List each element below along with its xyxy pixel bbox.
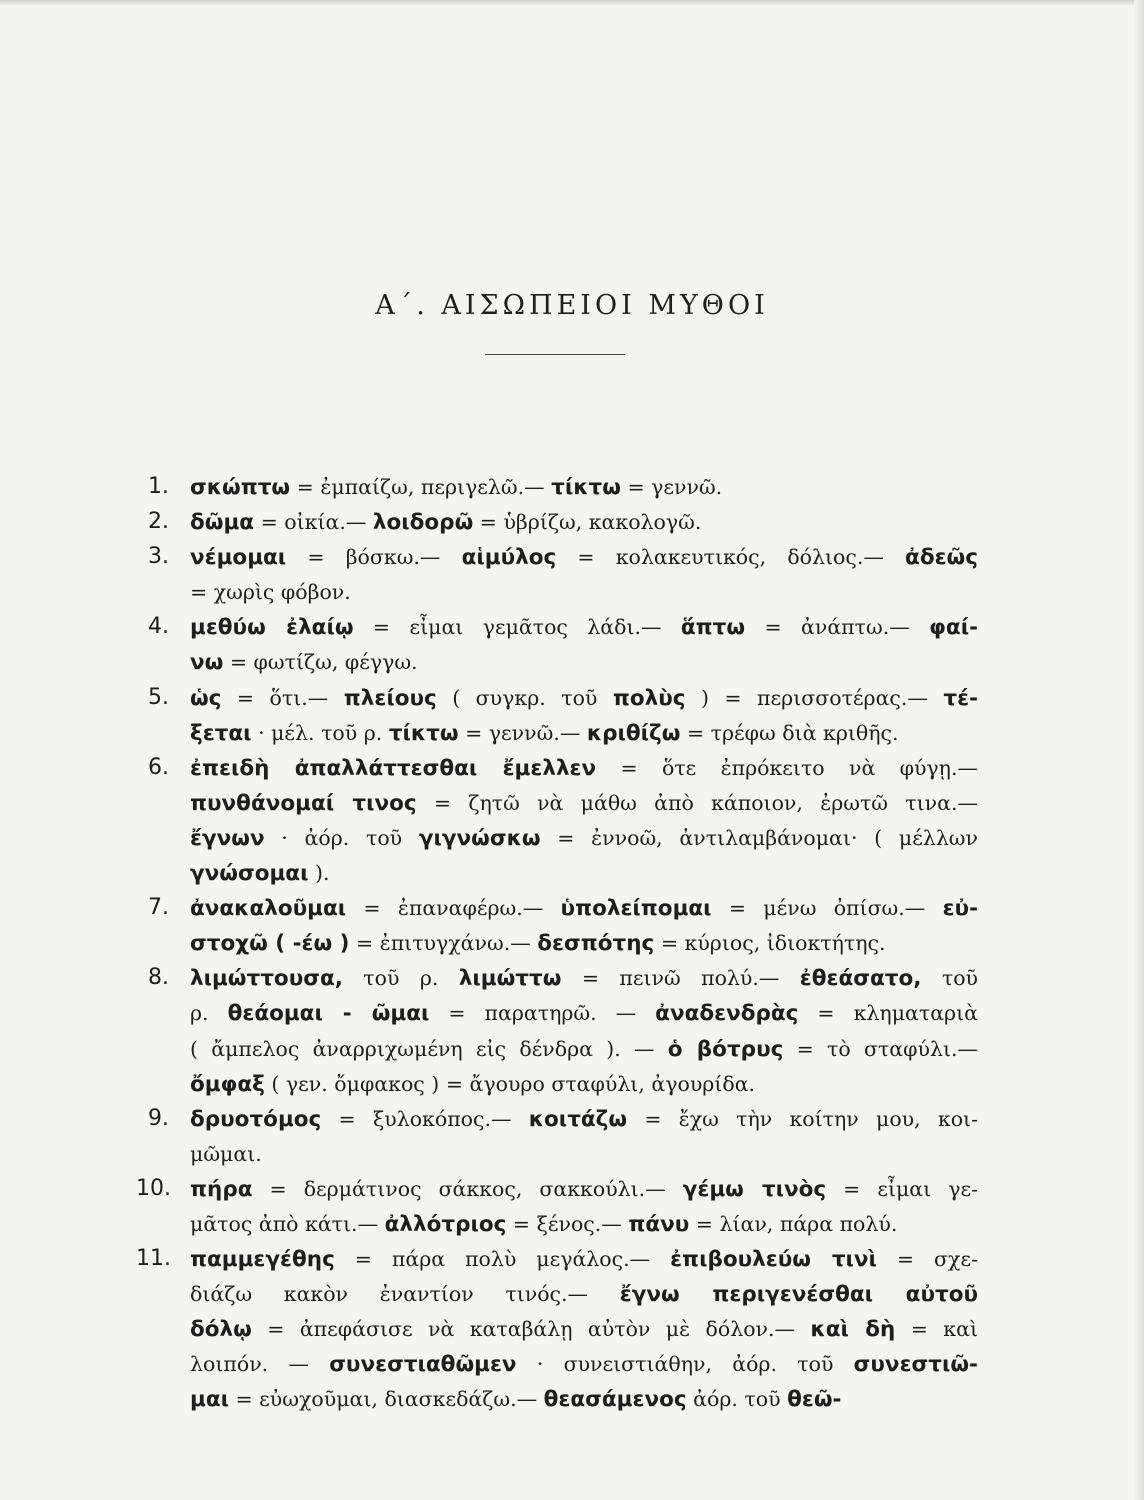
headword: ἅπτω — [680, 615, 746, 641]
headword: θεάομαι - ῶμαι — [227, 1001, 430, 1027]
definition-text: = πάρα πολὺ μεγάλος.— — [334, 1247, 671, 1272]
entry-line — [190, 996, 978, 1031]
entry-line — [190, 1382, 978, 1417]
definition-text: = εἶμαι γε- — [826, 1176, 979, 1201]
definition-text: λοιπόν. — — [190, 1352, 330, 1377]
headword: εὐ- — [942, 896, 979, 922]
entry-number: 9. — [148, 1105, 169, 1131]
headword: πλείους — [343, 685, 437, 711]
entry-line — [190, 1347, 978, 1382]
definition-text: = λίαν, πάρα πολύ. — [689, 1211, 898, 1236]
headword: τέ- — [943, 685, 979, 711]
definition-text: · συνειστιάθην, ἀόρ. τοῦ — [516, 1352, 854, 1377]
entry-line — [190, 470, 978, 505]
headword: κοιτάζω — [528, 1106, 628, 1132]
definition-text: ). — [308, 861, 330, 886]
entry-line — [190, 1137, 978, 1172]
headword: ἀναδενδρὰς — [655, 1001, 799, 1027]
definition-text: ) = περισσοτέρας.— — [685, 685, 944, 710]
entry-number: 11. — [136, 1246, 171, 1272]
headword: δεσπότης — [537, 931, 655, 957]
entry-line — [190, 1032, 978, 1067]
headword: ἔγνων — [190, 825, 265, 851]
entry-line — [190, 1277, 978, 1312]
headword: ἀνακαλοῦμαι — [190, 896, 347, 922]
headword: λιμώττω — [458, 966, 562, 992]
definition-text: = τὸ σταφύλι.— — [783, 1036, 978, 1061]
definition-text: = ὑβρίζω, κακολογῶ. — [473, 510, 702, 535]
entry-line — [190, 610, 978, 645]
definition-text: = κύριος, ἰδιοκτήτης. — [654, 931, 886, 956]
headword: ἐπειδὴ ἀπαλλάττεσθαι ἔμελλεν — [190, 755, 597, 781]
definition-text: τοῦ — [921, 966, 978, 991]
definition-text: = εὐωχοῦμαι, διασκεδάζω.— — [228, 1387, 544, 1412]
entry-line — [190, 1067, 978, 1102]
headword: δῶμα — [190, 510, 255, 536]
definition-text: = καὶ — [895, 1317, 978, 1342]
definition-text: ( συγκρ. τοῦ — [436, 685, 613, 710]
entry-line — [190, 681, 978, 716]
glossary-entry — [148, 610, 978, 680]
definition-text: = χωρὶς φόβον. — [190, 580, 351, 605]
headword: λοιδορῶ — [372, 510, 474, 536]
definition-text: · ἀόρ. τοῦ — [264, 825, 419, 850]
definition-text: = εἶμαι γεμᾶτος λάδι.— — [353, 615, 681, 640]
title-underline — [485, 354, 625, 355]
glossary-entries — [136, 470, 979, 1418]
definition-text: διάζω κακὸν ἐναντίον τινός.— — [190, 1282, 620, 1307]
headword: τίκτω — [551, 475, 621, 500]
definition-text: = ξυλοκόπος.— — [321, 1106, 529, 1131]
headword: πάνυ — [628, 1211, 690, 1237]
entry-line — [190, 751, 978, 786]
definition-text: μᾶτος ἀπὸ κάτι.— — [190, 1211, 385, 1236]
definition-text: = ἐννοῶ, ἀντιλαμβάνομαι· ( μέλλων — [540, 825, 978, 850]
headword: ὁ βότρυς — [667, 1036, 784, 1062]
entry-number: 8. — [148, 965, 169, 991]
headword: φαί- — [929, 615, 978, 641]
definition-text: = ἀπεφάσισε νὰ καταβάλῃ αὐτὸν μὲ δόλον.— — [251, 1317, 811, 1342]
entry-number: 1. — [148, 474, 169, 499]
entry-number: 3. — [148, 544, 169, 570]
entry-line — [190, 716, 978, 751]
definition-text: τοῦ ρ. — [342, 966, 459, 991]
glossary-entry — [148, 891, 978, 961]
headword: μεθύω ἐλαίῳ — [190, 615, 354, 641]
page-right-edge — [1134, 0, 1144, 1500]
entry-line — [190, 1312, 978, 1347]
entry-line — [190, 1242, 978, 1277]
glossary-entry — [148, 1102, 978, 1172]
entry-number: 7. — [148, 895, 169, 921]
entry-line — [190, 856, 978, 891]
headword: γέμω τινὸς — [682, 1176, 827, 1202]
headword: ἀλλότριος — [384, 1211, 507, 1237]
definition-text: = ἐμπαίζω, περιγελῶ.— — [290, 475, 552, 499]
headword: συνεστιαθῶμεν — [329, 1352, 517, 1378]
entry-number: 4. — [148, 614, 169, 640]
headword: ἔγνω περιγενέσθαι αὐτοῦ — [619, 1282, 978, 1308]
section-title: Α΄. ΑΙΣΩΠΕΙΟΙ ΜΥΘΟΙ — [375, 290, 769, 321]
entry-line — [190, 540, 978, 575]
entry-line — [190, 1102, 978, 1137]
definition-text: = δερμάτινος σάκκος, σακκούλι.— — [252, 1176, 683, 1201]
glossary-entry — [148, 681, 978, 751]
entry-line — [190, 1172, 978, 1207]
headword: νέμομαι — [190, 545, 287, 571]
headword: πολὺς — [612, 685, 686, 711]
headword: νω — [190, 650, 224, 676]
page-top-edge — [0, 0, 1144, 6]
entry-line — [190, 575, 978, 610]
definition-text: = οἰκία.— — [254, 510, 373, 535]
definition-text: = πεινῶ πολύ.— — [561, 966, 800, 991]
entry-number: 10. — [136, 1175, 171, 1201]
headword: γνώσομαι — [190, 861, 309, 887]
glossary-entry — [136, 1242, 978, 1417]
definition-text: = σχε- — [876, 1247, 978, 1272]
definition-text: = ἔχω τὴν κοίτην μου, κοι- — [627, 1106, 979, 1131]
entry-line — [190, 505, 978, 540]
entry-line — [190, 1207, 978, 1242]
definition-text: = ξένος.— — [506, 1211, 629, 1236]
entry-line — [190, 821, 978, 856]
headword: παμμεγέθης — [190, 1247, 335, 1273]
headword: σκώπτω — [190, 475, 291, 500]
definition-text: = κολακευτικός, δόλιος.— — [556, 545, 906, 570]
definition-text: = ὅτε ἐπρόκειτο νὰ φύγῃ.— — [596, 755, 978, 780]
glossary-entry — [148, 961, 978, 1101]
definition-text: = παρατηρῶ. — — [429, 1001, 656, 1026]
definition-text: = ζητῶ νὰ μάθω ἀπὸ κάποιον, ἐρωτῶ τινα.— — [416, 790, 978, 815]
definition-text: = ἐπαναφέρω.— — [346, 896, 561, 921]
entry-line — [190, 891, 978, 926]
definition-text: = γεννῶ.— — [458, 720, 587, 745]
definition-text: ρ. — [190, 1001, 228, 1026]
definition-text: = βόσκω.— — [286, 545, 462, 570]
definition-text: = γεννῶ. — [620, 475, 723, 499]
entry-line — [190, 645, 978, 680]
glossary-entry — [148, 540, 978, 610]
entry-line — [190, 926, 978, 961]
headword: ἀδεῶς — [905, 545, 978, 571]
definition-text: = ἀνάπτω.— — [745, 615, 930, 640]
glossary-entry — [148, 505, 978, 540]
entry-line — [190, 961, 978, 996]
entry-number: 2. — [148, 509, 169, 535]
definition-text: · μέλ. τοῦ ρ. — [251, 720, 389, 745]
headword: πήρα — [190, 1176, 253, 1202]
headword: γιγνώσκω — [418, 825, 541, 851]
headword: ὑπολείπομαι — [560, 896, 712, 922]
headword: κριθίζω — [586, 720, 681, 746]
definition-text: = φωτίζω, φέγγω. — [223, 650, 418, 675]
headword: ὄμφαξ — [190, 1071, 265, 1097]
headword: δρυοτόμος — [190, 1106, 322, 1132]
headword: ὡς — [190, 685, 222, 711]
headword: καὶ δὴ — [810, 1317, 896, 1343]
entry-line — [190, 786, 978, 821]
glossary-entry — [136, 1172, 979, 1242]
definition-text: ἀόρ. τοῦ — [686, 1387, 788, 1412]
definition-text: ( γεν. ὄμφακος ) = ἄγουρο σταφύλι, ἀγουρίδα. — [264, 1071, 756, 1096]
headword: πυνθάνομαί τινος — [190, 790, 417, 816]
entry-number: 5. — [148, 684, 169, 710]
headword: θεῶ- — [787, 1387, 842, 1413]
headword: ἐπιβουλεύω τινὶ — [670, 1247, 877, 1273]
headword: δόλῳ — [190, 1317, 252, 1343]
definition-text: ( ἄμπελος ἀναρριχωμένη εἰς δένδρα ). — — [190, 1036, 668, 1061]
headword: μαι — [190, 1387, 229, 1413]
headword: αἱμύλος — [461, 545, 557, 571]
headword: λιμώττουσα, — [190, 966, 343, 992]
glossary-entry — [148, 751, 978, 891]
entry-number: 6. — [148, 754, 169, 780]
headword: συνεστιῶ- — [853, 1352, 978, 1378]
headword: θεασάμενος — [543, 1387, 687, 1413]
headword: ἐθεάσατο, — [799, 966, 922, 992]
headword: στοχῶ ( -έω ) — [190, 931, 350, 957]
definition-text: = ὅτι.— — [221, 685, 344, 710]
headword: ξεται — [190, 720, 252, 746]
definition-text: = τρέφω διὰ κριθῆς. — [680, 720, 899, 745]
glossary-entry — [148, 470, 978, 505]
definition-text: = μένω ὀπίσω.— — [711, 896, 943, 921]
definition-text: = ἐπιτυγχάνω.— — [349, 931, 538, 956]
definition-text: = κληματαριὰ — [798, 1001, 978, 1026]
headword: τίκτω — [388, 720, 459, 746]
definition-text: μῶμαι. — [190, 1141, 262, 1166]
